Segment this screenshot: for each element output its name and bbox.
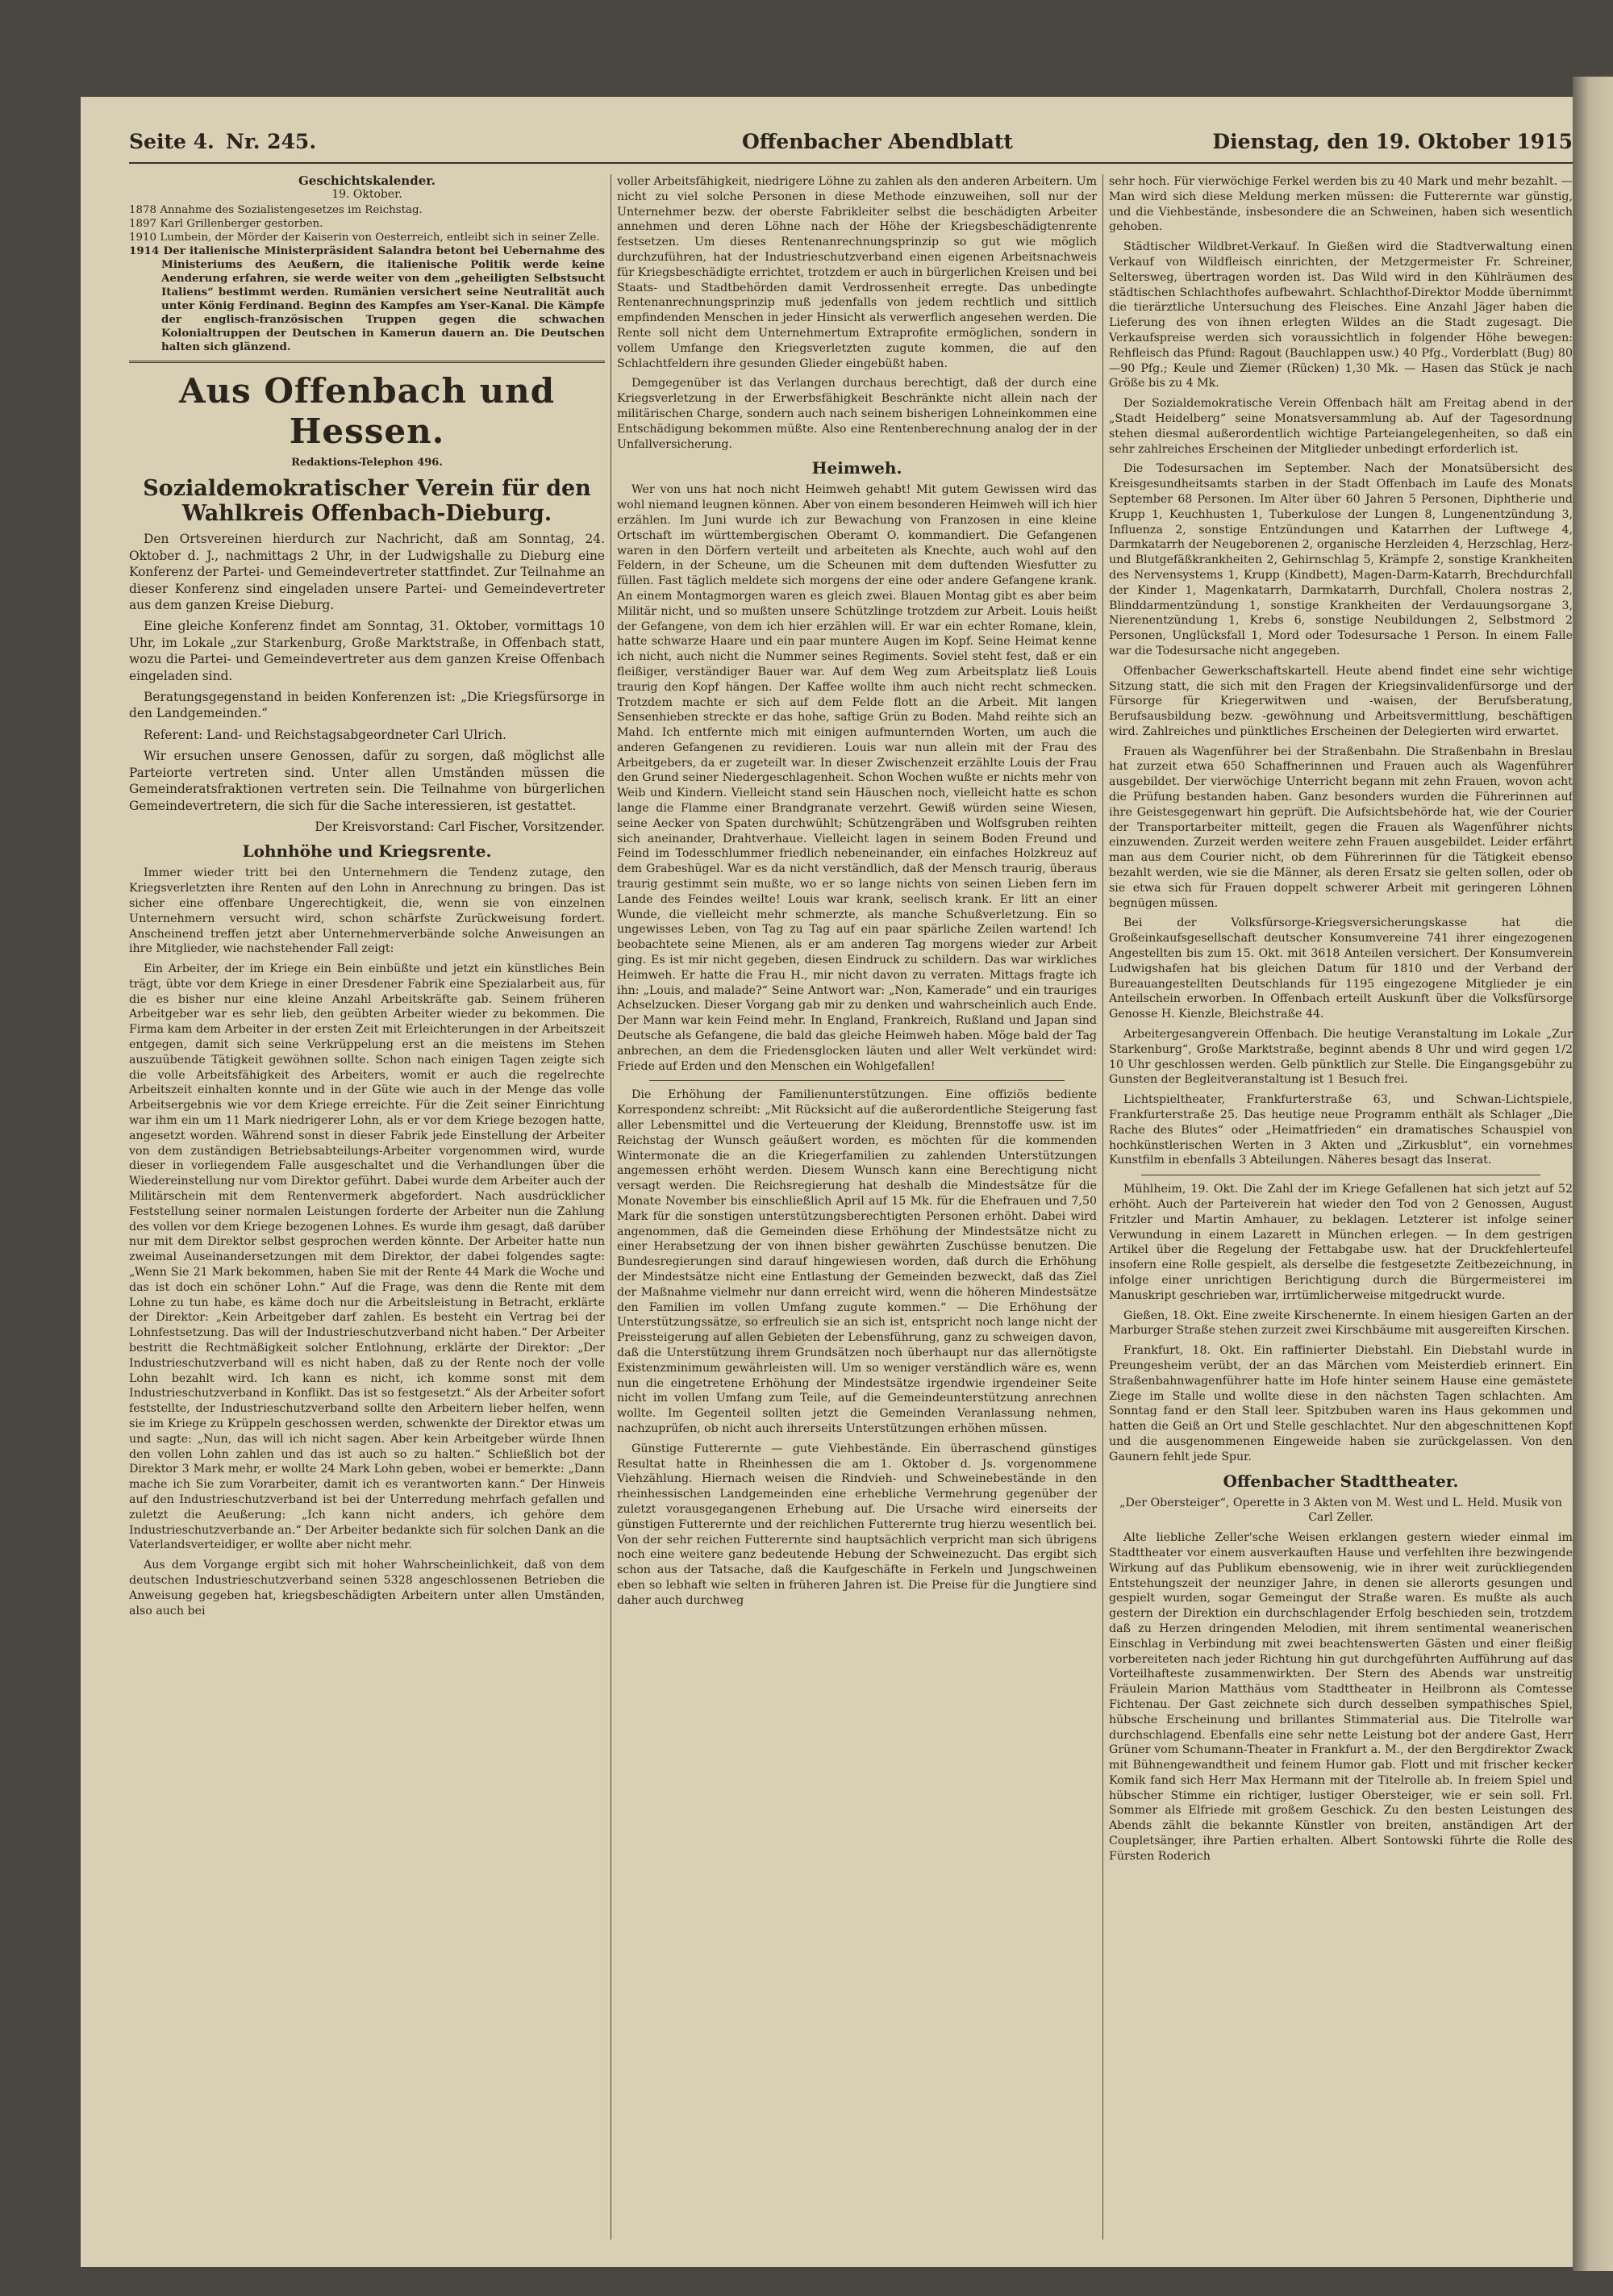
- paragraph: Günstige Futterernte — gute Viehbestände. Ein überraschend günstiges Resultat hatte in Rheinhessen die am 1. Oktober d. Js. vorgenommene Viehzählung. Hiernach weisen die Rindvieh- und Schweinebestände in den rheinhessischen Landgemeinden eine erhebliche Vermehrung gegenüber der zuletzt vorausgegangenen Erhebung auf. Die Ursache wird einerseits der günstigen Futterernte und der reichlichen Futterernte trug hierzu wesentlich bei. Von der sehr reichen Futterernte sind hauptsächlich verpricht man sich übrigens noch eine weitere ganz bedeutende Hebung der Schweinezucht. Das ergibt sich schon aus der Tatsache, daß die Kaufgeschäfte in Ferkeln und Jungschweinen eben so lebhaft wie selten in früheren Jahren ist. Die Preise für die Jungtiere sind daher auch durchweg: [617, 1442, 1097, 1607]
- calendar-date: 19. Oktober.: [331, 188, 402, 201]
- paragraph: Wer von uns hat noch nicht Heimweh gehabt! Mit gutem Gewissen wird das wohl niemand leugnen können. Aber von einem besonderen Heimweh will ich hier erzählen. Im Juni wurde ich zur Bewachung von Franzosen in eine kleine Ortschaft im württembergischen Oberamt O. kommandiert. Die Gefangenen waren in den Dörfern verteilt und arbeiteten als Knechte, auch wohl auf den Feldern, in der Scheune, um die Scheunen mit dem duftenden Wiesfutter zu füllen. Fast täglich meldete sich morgens der eine oder andere Gefangene krank. An einem Montagmorgen waren es gleich zwei. Blauen Montag gibt es aber beim Militär nicht, und so mußten unsere Schützlinge trotzdem zur Arbeit. Louis heißt der Gefangene, von dem ich hier erzählen will. Er war ein echter Romane, klein, hatte schwarze Haare und ein paar muntere Augen im Kopf. Seine Heimat kenne ich nicht, auch nicht die Nummer seines Regiments. Soviel steht fest, daß er ein fleißiger, verständiger Bauer war. Auf dem Weg zum Arbeitsplatz ließ Louis traurig den Kopf hängen. Der Kaffee wollte ihm auch nicht recht schmecken. Trotzdem machte er sich auf dem Felde flott an die Arbeit. Mit langen Sensenhieben streckte er das hohe, saftige Grün zu Boden. Mahd reihte sich an Mahd. Ich entfernte mich mit einigen aufmunternden Worten, um auch die anderen Gefangenen zu revidieren. Louis war nun allein mit der Frau des Arbeitgebers, da er zugeteilt war. In dieser Zwischenzeit erzählte Louis der Frau den Grund seiner Niedergeschlagenheit. Schon Wochen wußte er nichts mehr von Weib und Kindern. Vielleicht stand sein Häuschen noch, vielleicht hatte es schon lange die Flamme einer Brandgranate verzehrt. Gewiß würden seine Wiesen, seine Aecker von Spaten durchwühlt; Schützengräben und Wolfsgruben reihten sich aneinander, Drahtverhaue. Vielleicht lagen in seinem Boden Freund und Feind im Todesschlummer friedlich nebeneinander, ein einfaches Holzkreuz auf dem Grabeshügel. War es da nicht verständlich, daß der Mensch traurig, überaus traurig gestimmt sein mußte, wo er so lange nichts von seinen Lieben fern im Lande des Feindes weilte! Louis war krank, seelisch krank. Er litt an einer Wunde, die vielleicht mehr schmerzte, als manche Schußverletzung. Ein so ungewisses Leben, von Tag zu Tag auf ein paar spärliche Zeilen wartend! Ich beobachtete seine Mienen, als er am anderen Tag morgens wieder zur Arbeit ging. Es ist mir nicht gegeben, diesen Eindruck zu schildern. Das war wirkliches Heimweh. Er hatte die Frau H., mir nicht davon zu verraten. Mittags fragte ich ihn: „Louis, and malade?“ Seine Antwort war: „Non, Kamerade“ und ein trauriges Achselzucken. Dieser Vorgang gab mir zu denken und wahrscheinlich auch Ende. Der Mann war kein Feind mehr. In England, Frankreich, Rußland und Japan sind Deutsche als Gefangene, die bald das gleiche Heimweh haben. Möge bald der Tag anbrechen, an dem die Friedensglocken läuten und aller Welt verkündet wird: Friede auf Erden und den Menschen ein Wohlgefallen!: [617, 483, 1097, 1073]
- issue-number: Nr. 245.: [226, 130, 317, 153]
- theater-subtitle: „Der Obersteiger“, Operette in 3 Akten von M. West und L. Held. Musik von Carl Zeller.: [1119, 1496, 1562, 1525]
- paragraph: Frankfurt, 18. Okt. Ein raffinierter Diebstahl. Ein Diebstahl wurde in Preungesheim verübt, der an das Märchen vom Meisterdieb erinnert. Ein Straßenbahnwagenführer hatte im Hofe hinter seinem Hause eine gemästete Ziege im Stalle und wollte diese in den nächsten Tagen schlachten. Am Sonntag fand er den Stall leer. Spitzbuben waren ins Haus gekommen und hatten die Geiß an Ort und Stelle geschlachtet. Nur den abgeschnittenen Kopf und die ausgenommenen Eingeweide haben sie zurückgelassen. Von den Gaunern fehlt jede Spur.: [1109, 1344, 1573, 1463]
- paragraph: sehr hoch. Für vierwöchige Ferkel werden bis zu 40 Mark und mehr bezahlt. — Man wird sich diese Meldung merken müssen: die Futterernte war günstig, und die Viehbestände, insbesondere die an Schweinen, haben sich wesentlich gehoben.: [1109, 175, 1573, 234]
- paragraph: Städtischer Wildbret-Verkauf. In Gießen wird die Stadtverwaltung einen Verkauf von Wildfleisch einrichten, der Metzgermeister Fr. Schreiner, Seltersweg, übertragen worden ist. Das Wild wird in den Kühlräumen des städtischen Schlachthofes aufbewahrt. Schlachthof-Direktor Modde übernimmt die tierärztliche Untersuchung des Fleisches. Eine Anzahl Jäger haben die Lieferung des von ihnen erlegten Wildes an die Stadt zugesagt. Die Verkaufspreise werden sich voraussichtlich in folgender Höhe bewegen: Rehfleisch das Pfund: Ragout (Bauchlappen usw.) 40 Pfg., Vorderblatt (Bug) 80—90 Pfg.; Keule und Ziemer (Rücken) 1,30 Mk. — Hasen das Stück je nach Größe bis zu 4 Mk.: [1109, 240, 1573, 390]
- paragraph: Beratungsgegenstand in beiden Konferenzen ist: „Die Kriegsfürsorge in den Landgemeinden.“: [129, 690, 605, 721]
- paragraph: Offenbacher Gewerkschaftskartell. Heute abend findet eine sehr wichtige Sitzung statt, die sich mit den Fragen der Kriegsinvalidenfürsorge und der Fürsorge für Kriegerwitwen und -waisen, der Berufsberatung, Berufsausbildung bezw. -gewöhnung und Arbeitsvermittlung, beschäftigen wird. Zahlreiches und pünktliches Erscheinen der Delegierten wird erwartet.: [1109, 664, 1573, 738]
- divider: [129, 361, 605, 363]
- paragraph: Ein Arbeiter, der im Kriege ein Bein einbüßte und jetzt ein künstliches Bein trägt, übte vor dem Kriege in einer Dresdener Fabrik eine Spezialarbeit aus, für die es bisher nur eine kleine Anzahl Arbeitskräfte gab. Seinem früheren Arbeitgeber war es sehr lieb, den geübten Arbeiter wieder zu bekommen. Die Firma kam dem Arbeiter in der ersten Zeit mit Erleichterungen in der Arbeitszeit entgegen, damit sich seine Verkrüppelung erst an die meistens im Stehen auszuübende Tätigkeit gewöhnen sollte. Schon nach einigen Tagen zeigte sich die volle Arbeitsfähigkeit des Arbeiters, womit er auch die regelrechte Arbeitszeit einhalten konnte und in der Güte wie auch in der Menge das volle Arbeitsergebnis wie vor dem Kriege erreichte. Für die Zeit seiner Einrichtung war ihm ein um 11 Mark niedrigerer Lohn, als er vor dem Kriege bezogen hatte, angesetzt worden. Während sonst in dieser Fabrik jede Einstellung der Arbeiter von dem zuständigen Betriebsabteilungs-Arbeiter vorgenommen wird, wurde dieser in vorliegendem Falle ausgeschaltet und die Verhandlungen über die Wiedereinstellung nur vom Direktor geführt. Dabei wurde dem Arbeiter auch der Militärschein mit dem Rentenvermerk abgefordert. Nach ausdrücklicher Feststellung seiner normalen Leistungen forderte der Arbeiter nun die Zahlung des vollen vor dem Kriege bezogenen Lohnes. Es wurde ihm gesagt, daß darüber nur mit dem Direktor selbst gesprochen werden könnte. Der Arbeiter hatte nun zweimal Auseinandersetzungen mit dem Direktor, der dabei folgendes sagte: „Wenn Sie 21 Mark bekommen, haben Sie mit der Rente 44 Mark die Woche und das ist doch ein schöner Lohn.“ Auf die Frage, was denn die Rente mit dem Lohne zu tun habe, es käme doch nur die Arbeitsleistung in Betracht, erklärte der Direktor: „Kein Arbeitgeber darf zahlen. Es besteht ein Vertrag bei der Lohnfestsetzung. Das will der Industrieschutzverband nicht haben.“ Der Arbeiter bestritt die Rechtmäßigkeit solcher Entlohnung, erklärte der Direktor: „Der Industrieschutzverband will es nicht haben, daß zu der Rente noch der volle Lohn bezahlt wird. Ich kann es nicht, ich komme sonst mit dem Industrieschutzverband in Konflikt. Das ist so festgesetzt.“ Als der Arbeiter sofort feststellte, der Industrieschutzverband sollte den Arbeitern lieber helfen, wenn sie im Kriege zu Krüppeln geschossen werden, schwenkte der Direktor etwas um und sagte: „Nun, das will ich nicht sagen. Aber kein Arbeitgeber würde Ihnen den vollen Lohn zahlen und das ist auch so zu halten.“ Schließlich bot der Direktor 3 Mark mehr, er wollte 24 Mark Lohn geben, wobei er bemerkte: „Dann mache ich Sie zum Vorarbeiter, damit ich es verantworten kann.“ Der Hinweis auf den Industrieschutzverband ist bei der Unterredung mehrfach gefallen und zuletzt die Aeußerung: „Ich kann nicht anders, ich gehöre dem Industrieschutzverbande an.“ Der Arbeiter bedankte sich für solchen Dank an die Vaterlandsverteidiger, er wollte aber nicht mehr.: [129, 962, 605, 1552]
- article-heading: Offenbacher Stadttheater.: [1223, 1471, 1459, 1491]
- signature: Der Kreisvorstand: Carl Fischer, Vorsitzender.: [315, 819, 605, 834]
- paragraph: Die Erhöhung der Familienunterstützungen. Eine offiziös bediente Korrespondenz schreibt: „Mit Rücksicht auf die außerordentliche Steigerung fast aller Lebensmittel und die Verteuerung der Kleidung, Brennstoffe usw. ist im Reichstag der Wunsch geäußert worden, es möchten für die kommenden Wintermonate die an die Kriegerfamilien zu zahlenden Unterstützungen angemessen erhöht werden. Diesem Wunsch kann eine Berechtigung nicht versagt werden. Die Reichsregierung hat deshalb die Mindestsätze für die Monate November bis einschließlich April auf 15 Mk. für die Ehefrauen und 7,50 Mark für die sonstigen unterstützungsberechtigten Personen erhöht. Dabei wird angenommen, daß die Gemeinden diese Erhöhung der Mindestsätze nicht zu einer Herabsetzung der von ihnen bisher gewährten Zuschüsse benutzen. Die Bundesregierungen sind darauf hingewiesen worden, daß durch die Erhöhung der Mindestsätze nicht eine Entlastung der Gemeinden bezweckt, daß das Ziel der Maßnahme vielmehr nur dann erreicht wird, wenn die höheren Mindestsätze den Familien im vollen Umfang zugute kommen.“ — Die Erhöhung der Unterstützungssätze, so erfreulich sie an sich ist, entspricht noch lange nicht der Preissteigerung auf allen Gebieten der Lebensführung, ganz zu schweigen davon, daß die Unterstützung ihrem Grundsätzen noch überhaupt nur das allernötigste Existenzminimum gewährleisten will. Um so weniger verständlich wäre es, wenn nun die eingetretene Erhöhung der Mindestsätze irgendwie irgendeiner Seite nicht im vollen Umfang zum Teile, auf die Gemeindeunterstützung anrechnen wollte. Im Gegenteil sollten jetzt die Gemeinden Veranlassung nehmen, nachzuprüfen, ob nicht auch ihrerseits Unterstützungen erhöhen müssen.: [617, 1088, 1097, 1435]
- column-2: [617, 174, 1097, 2240]
- column-1: [129, 174, 605, 2240]
- adjacent-page-edge: [1573, 77, 1613, 2271]
- section-title: Aus Offenbach und Hessen.: [178, 371, 556, 451]
- article-heading: Lohnhöhe und Kriegsrente.: [242, 841, 492, 862]
- calendar-entry: 1897 Karl Grillenberger gestorben.: [129, 218, 323, 230]
- telephone-line: Redaktions-Telephon 496.: [291, 457, 443, 469]
- calendar-title: Geschichtskalender.: [298, 174, 436, 188]
- calendar-entry: 1914 Der italienische Ministerpräsident Salandra betont bei Uebernahme des Ministeriums des Aeußern, die italienische Politik werde keine Aenderung erfahren, sie werde weiter von dem „geheiligten Selbstsucht Italiens“ bestimmt werden. Rumänien versichert seine Neutralität auch unter König Ferdinand. Beginn des Kampfes am Yser-Kanal. Die Kämpfe der englisch-französischen Truppen gegen die schwachen Kolonialtruppen der Deutschen in Kamerun dauern an. Die Deutschen halten sich glänzend.: [129, 244, 605, 353]
- column-rule: [1102, 174, 1103, 2240]
- paragraph: Den Ortsvereinen hierdurch zur Nachricht, daß am Sonntag, 24. Oktober d. J., nachmittags 2 Uhr, in der Ludwigshalle zu Dieburg eine Konferenz der Partei- und Gemeindevertreter stattfindet. Zur Teilnahme an dieser Konferenz sind eingeladen unsere Partei- und Gemeindevertreter aus dem ganzen Kreise Dieburg.: [129, 532, 605, 613]
- article-heading: Sozialdemokratischer Verein für den Wahlkreis Offenbach-Dieburg.: [143, 476, 591, 527]
- paragraph: Lichtspieltheater, Frankfurterstraße 63, und Schwan-Lichtspiele, Frankfurterstraße 25. Das heutige neue Programm enthält als Schlager „Die Rache des Blutes“ oder „Heimatfrieden“ ein dramatisches Schauspiel von hochkünstlerischen Werten in 3 Akten und „Zirkusblut“, ein vornehmes Kunstfilm in ebenfalls 3 Abteilungen. Näheres besagt das Inserat.: [1109, 1093, 1573, 1167]
- calendar-entry: 1910 Lumbein, der Mörder der Kaiserin von Oesterreich, entleibt sich in seiner Zelle.: [129, 232, 600, 244]
- paragraph: Eine gleiche Konferenz findet am Sonntag, 31. Oktober, vormittags 10 Uhr, im Lokale „zur Starkenburg, Große Marktstraße, in Offenbach statt, wozu die Partei- und Gemeindevertreter aus dem ganzen Kreise Offenbach eingeladen sind.: [129, 619, 605, 683]
- paragraph: Die Todesursachen im September. Nach der Monatsübersicht des Kreisgesundheitsamts starben in der Stadt Offenbach im Laufe des Monats September 68 Personen. Im Alter über 60 Jahren 5 Personen, Diphtherie und Krupp 1, Keuchhusten 1, Tuberkulose der Lungen 8, Lungenentzündung 3, Influenza 2, sonstige Entzündungen und Katarrhen der Luftwege 4, Darmkatarrh der Neugeborenen 2, organische Herzleiden 4, Herzschlag, Herz- und Blutgefäßkrankheiten 2, Gehirnschlag 5, Krämpfe 2, sonstige Krankheiten des Nervensystems 1, Krupp (Kindbett), Magen-Darm-Katarrh, Brechdurchfall der Kinder 1, Magenkatarrh, Darmkatarrh, Durchfall, Cholera nostras 2, Blinddarmentzündung 1, sonstige Krankheiten der Verdauungsorgane 3, Nierenentzündung 1, Krebs 6, sonstige Neubildungen 2, Selbstmord 2 Personen, Unglücksfall 1, Mord oder Todesursache 1 Person. In einem Falle war die Todesursache nicht angegeben.: [1109, 462, 1573, 657]
- divider: [649, 1080, 1065, 1081]
- page-number: Seite 4.: [129, 130, 215, 153]
- paragraph: voller Arbeitsfähigkeit, niedrigere Löhne zu zahlen als den anderen Arbeitern. Um nicht zu viel solche Personen in diese Methode einzuweihen, soll nur der Unternehmer bezw. der oberste Fabrikleiter selbst die beschädigten Arbeiter annehmen und deren Löhne nach der Höhe der Kriegsbeschädigtenrente festsetzen. Um dieses Rentenanrechnungsprinzip so gut wie möglich durchzuführen, hat der Industrieschutzverband einen eigenen Arbeitsnachweis für Kriegsbeschädigte errichtet, trotzdem er auch in bürgerlichen Kreisen und bei Staats- und Stadtbehörden damit Verdrossenheit erregte. Das unbedingte Rentenanrechnungsprinzip muß jedenfalls von jedem rechtlich und sittlich empfindenden Menschen in jeder Hinsicht als verwerflich angesehen werden. Die Rente soll nicht dem Unternehmertum Extraprofite ermöglichen, sondern in vollem Umfange den Kriegsverletzten zugute kommen, die auf den Schlachtfeldern ihre gesunden Glieder eingebüßt haben.: [617, 175, 1097, 370]
- article-heading: Heimweh.: [811, 458, 902, 478]
- paragraph: Arbeitergesangverein Offenbach. Die heutige Veranstaltung im Lokale „Zur Starkenburg“, Große Marktstraße, beginnt abends 8 Uhr und wird gegen 1/2 10 Uhr geschlossen werden. Gelb pünktlich zur Stelle. Die Eingangsgebühr zu Gunsten der Begleitveranstaltung ist 1 Besuch frei.: [1109, 1028, 1573, 1087]
- column-3: [1109, 174, 1573, 2240]
- paragraph: Referent: Land- und Reichstagsabgeordneter Carl Ulrich.: [144, 727, 506, 742]
- paragraph: Bei der Volksfürsorge-Kriegsversicherungskasse hat die Großeinkaufsgesellschaft deutscher Konsumvereine 741 ihrer eingezogenen Angestellten bis zum 15. Okt. mit 3618 Anteilen versichert. Der Konsumverein Ludwigshafen hat bis gleichen Datum für 1810 und der Verband der Bureauangestellten Deutschlands für 1195 eingezogene Mitglieder je ein Anteilschein erworben. In Offenbach erteilt Auskunft über die Volksfürsorge Genosse H. Kienzle, Bleichstraße 44.: [1109, 916, 1573, 1021]
- paragraph: Demgegenüber ist das Verlangen durchaus berechtigt, daß der durch eine Kriegsverletzung in der Erwerbsfähigkeit Beschränkte nicht allein nach der militärischen Charge, sondern auch nach seinem bisherigen Lohneinkommen eine Entschädigung bekommen müßte. Also eine Rentenberechnung analog der in der Unfallversicherung.: [617, 377, 1097, 451]
- paragraph: Wir ersuchen unsere Genossen, dafür zu sorgen, daß möglichst alle Parteiorte vertreten sind. Unter allen Umständen müssen die Gemeinderatsfraktionen vertreten sein. Die Teilnahme von bürgerlichen Gemeindevertretern, die sich für die Sache interessieren, ist gestattet.: [129, 749, 605, 813]
- history-calendar: [129, 174, 605, 354]
- paragraph: Der Sozialdemokratische Verein Offenbach hält am Freitag abend in der „Stadt Heidelberg“ seine Monatsversammlung ab. Auf der Tagesordnung stehen diesmal außerordentlich wichtige Parteiangelegenheiten, so daß ein sehr zahlreiches Erscheinen der Mitglieder unbedingt erforderlich ist.: [1109, 397, 1573, 456]
- paragraph: Aus dem Vorgange ergibt sich mit hoher Wahrscheinlichkeit, daß von dem deutschen Industrieschutzverband seinen 5328 angeschlossenen Betrieben die Anweisung gegeben hat, kriegsbeschädigten Arbeitern unter allen Umständen, also auch bei: [129, 1559, 605, 1618]
- paragraph: Mühlheim, 19. Okt. Die Zahl der im Kriege Gefallenen hat sich jetzt auf 52 erhöht. Auch der Parteiverein hat wieder den Tod von 2 Genossen, August Fritzler und Martin Amhauer, zu beklagen. Letzterer ist infolge seiner Verwundung in einem Lazarett in München erlegen. — In dem gestrigen Artikel über die Regelung der Fettabgabe usw. hat der Druckfehlerteufel insofern eine Rolle gespielt, als derselbe die festgesetzte Zeitbezeichnung, in infolge einer unrichtigen Berichtigung durch die Bürgermeisterei im Manuskript geschrieben war, irrtümlicherweise mitgedruckt wurde.: [1109, 1183, 1573, 1302]
- paper-title: Offenbacher Abendblatt: [742, 130, 1013, 153]
- paragraph: Gießen, 18. Okt. Eine zweite Kirschenernte. In einem hiesigen Garten an der Marburger Straße stehen zurzeit zwei Kirschbäume mit ausgereiften Kirschen.: [1109, 1309, 1573, 1338]
- calendar-entry: 1878 Annahme des Sozialistengesetzes im Reichstag.: [129, 204, 423, 216]
- paragraph: Frauen als Wagenführer bei der Straßenbahn. Die Straßenbahn in Breslau hat zurzeit etwa 650 Schaffnerinnen und Frauen auch als Wagenführer ausgebildet. Der vierwöchige Unterricht begann mit zehn Frauen, wovon acht die Prüfung bestanden haben. Ganz besonders wurden die Führerinnen auf ihre Geistesgegenwart hin geprüft. Die Aufsichtsbehörde hat, wie der Courier der Transportarbeiter mitteilt, gegen die Frauen als Wagenführer nichts einzuwenden. Zurzeit werden weitere zehn Frauen ausgebildet. Leider erfährt man aus dem Courier nicht, ob dem Führerinnen für die Tätigkeit ebenso bezahlt werden, wie sie die Männer, als deren Ersatz sie gelten sollen, oder ob sie etwa sich für Frauen doppelt schwerer Arbeit mit geringeren Löhnen begnügen müssen.: [1109, 745, 1573, 910]
- issue-date: Dienstag, den 19. Oktober 1915: [1212, 130, 1573, 153]
- newspaper-page: [81, 97, 1573, 2267]
- paragraph: Immer wieder tritt bei den Unternehmern die Tendenz zutage, den Kriegsverletzten ihre Renten auf den Lohn in Anrechnung zu bringen. Das ist sicher eine offenbare Ungerechtigkeit, die, wenn sie von einzelnen Unternehmern versucht wird, schon schärfste Zurückweisung fordert. Anscheinend treffen jetzt aber Unternehmerverbände solche Anweisungen an ihre Mitglieder, wie nachstehender Fall zeigt:: [129, 866, 605, 956]
- paragraph: Alte liebliche Zeller'sche Weisen erklangen gestern wieder einmal im Stadttheater vor einem ausverkauften Hause und verfehlten ihre bezwingende Wirkung auf das Publikum ebensowenig, wie in ihrer weit zurückliegenden Entstehungszeit der neunziger Jahre, in denen sie allerorts gesungen und gespielt wurden, sogar Gemeingut der Straße waren. Es mußte als auch gestern der Direktion ein durchschlagender Erfolg beschieden sein, trotzdem daß zu Herzen dringenden Melodien, mit ihrem sentimental weanerischen Einschlag in Verbindung mit zwei beachtenswerten Gästen und einer fleißig vorbereiteten nach jeder Richtung hin gut durchgeführten Aufführung auf das Vorteilhafteste zusammenwirkten. Der Stern des Abends war unstreitig Fräulein Marion Matthäus vom Stadttheater in Heilbronn als Comtesse Fichtenau. Der Gast zeichnete sich durch desselben sympathisches Spiel, hübsche Erscheinung und brillantes Stimmaterial aus. Die Titelrolle war durchschlagend. Ebenfalls eine sehr nette Leistung bot der andere Gast, Herr Grüner vom Schumann-Theater in Frankfurt a. M., der den Bergdirektor Zwack mit Bühnengewandtheit und feinem Humor gab. Flott und mit frischer kecker Komik fand sich Herr Max Hermann mit der Titelrolle ab. In freiem Spiel und hübscher Stimme ein richtiger, lustiger Obersteiger, wie er sein soll. Frl. Sommer als Elfriede mit großem Geschick. Zu den besten Leistungen des Abends zählt die bekannte Künstler von breiten, anständigen Art der Coupletsänger, ihre Partien erhalten. Albert Sontowski führte die Rolle des Fürsten Roderich: [1109, 1531, 1573, 1863]
- page-header: [129, 125, 1573, 164]
